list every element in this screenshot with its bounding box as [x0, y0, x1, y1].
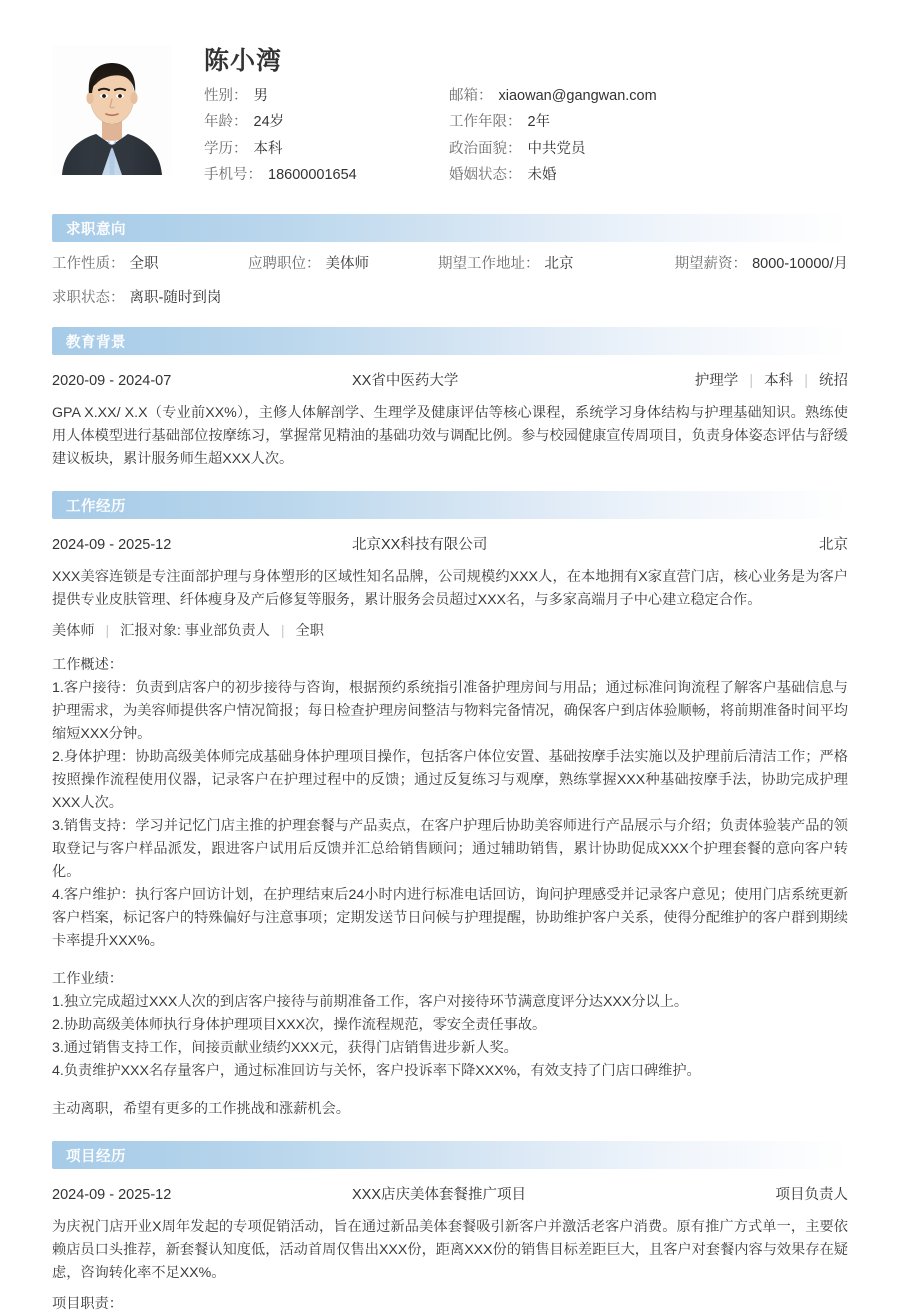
education-admission-type: 统招 [819, 373, 848, 390]
job-search-status-value: 离职-随时到岗 [129, 289, 222, 306]
expected-location [438, 256, 675, 273]
info-age [204, 114, 449, 131]
info-phone [204, 167, 449, 184]
header-info [172, 45, 848, 184]
work-date: 2024-09 - 2025-12 [52, 537, 172, 554]
info-political-status-value: 中共党员 [527, 140, 586, 157]
education-major: 护理学 [694, 373, 739, 390]
section-title-education: 教育背景 [66, 334, 126, 351]
job-intention-body [52, 256, 848, 307]
work-overview-item: 1.客户接待：负责到店客户的初步接待与咨询，根据预约系统指引准备护理房间与用品；通过标准问询流程了解客户基础信息与护理需求，为美容师提供客户情况简报；每日检查护理房间整洁与物料完备情况，确保客户到店体验顺畅，将前期准备时间平均缩短XXX分钟。 [52, 680, 848, 743]
info-age-value: 24岁 [253, 114, 285, 131]
person-name: 陈小湾 [204, 47, 283, 75]
expected-salary [675, 256, 848, 273]
project-background: 为庆祝门店开业X周年发起的专项促销活动，旨在通过新品美体套餐吸引新客户并激活老客户消费。原有推广方式单一，主要依赖店员口头推荐，新套餐认知度低，活动首周仅售出XXX份，距离XXX份的销售目标差距巨大，且客户对套餐内容与效果存在疑虑，咨询转化率不足XX%。 [52, 1219, 848, 1282]
education-entry-head [52, 369, 848, 390]
expected-salary-value: 8000-10000/月 [752, 256, 848, 273]
work-achievement-item: 3.通过销售支持工作，间接贡献业绩约XXX元，获得门店销售进步新人奖。 [52, 1040, 518, 1057]
work-overview-title: 工作概述： [52, 657, 123, 674]
info-work-years [449, 114, 848, 131]
work-role-meta [52, 620, 848, 640]
info-gender [204, 88, 449, 105]
work-achievement-title: 工作业绩： [52, 971, 123, 988]
job-intention-row-2 [52, 290, 848, 307]
info-gender-label: 性别： [204, 87, 248, 104]
work-company-intro: XXX美容连锁是专注面部护理与身体塑形的区域性知名品牌，公司规模约XXX人，在本地拥有X家直营门店，核心业务是为客户提供专业皮肤管理、纤体瘦身及产后修复等服务，累计服务会员超过XXX名，与多家高端月子中心建立稳定合作。 [52, 569, 848, 609]
resume-header [52, 0, 848, 194]
work-overview-item: 4.客户维护：执行客户回访计划，在护理结束后24小时内进行标准电话回访，询问护理感受并记录客户意见；使用门店系统更新客户档案，标记客户的特殊偏好与注意事项；定期发送节日问候与护理提醒，协助维护客户关系，使得分配维护的客户群到期续卡率提升XXX%。 [52, 887, 848, 950]
education-meta [695, 369, 848, 390]
work-company: 北京XX科技有限公司 [352, 537, 488, 554]
target-position-value: 美体师 [325, 256, 369, 273]
work-entry-head [52, 533, 848, 554]
education-description: GPA X.XX/ X.X（专业前XX%），主修人体解剖学、生理学及健康评估等核心课程，系统学习身体结构与护理基础知识。熟练使用人体模型进行基础部位按摩练习，掌握常见精油的基础功效与调配比例。参与校园健康宣传周项目，负责身体姿态评估与舒缓建议板块，累计服务师生超XXX人次。 [52, 405, 848, 468]
work-achievement-item: 4.负责维护XXX名存量客户，通过标准回访与关怀，客户投诉率下降XXX%，有效支持了门店口碑维护。 [52, 1063, 701, 1080]
expected-location-label: 期望工作地址： [438, 256, 540, 273]
info-education [204, 141, 449, 158]
target-position-label: 应聘职位： [248, 256, 321, 273]
work-achievement-item: 1.独立完成超过XXX人次的到店客户接待与前期准备工作，客户对接待环节满意度评分达XXX分以上。 [52, 994, 689, 1011]
meta-separator: | [280, 623, 285, 640]
section-title-job-intention: 求职意向 [66, 221, 126, 238]
work-overview-item: 2.身体护理：协助高级美体师完成基础身体护理项目操作，包括客户体位安置、基础按摩手法实施以及护理前后清洁工作；严格按照操作流程使用仪器，记录客户在护理过程中的反馈；通过反复练习与观摩，熟练掌握XXX种基础按摩手法，协助完成护理XXX人次。 [52, 749, 848, 812]
job-nature-label: 工作性质： [52, 256, 125, 273]
job-nature [52, 256, 248, 273]
work-leaving-note: 主动离职，希望有更多的工作挑战和涨薪机会。 [52, 1101, 350, 1118]
job-intention-row-1 [52, 256, 848, 273]
info-age-label: 年龄： [204, 114, 248, 131]
project-date: 2024-09 - 2025-12 [52, 1187, 172, 1204]
education-school: XX省中医药大学 [352, 373, 459, 390]
meta-separator: | [804, 373, 808, 390]
info-work-years-value: 2年 [527, 114, 551, 131]
info-education-label: 学历： [204, 140, 248, 157]
info-email-label: 邮箱： [449, 87, 493, 104]
section-bar-education [52, 327, 848, 355]
section-bar-work [52, 491, 848, 519]
personal-info-grid [204, 88, 848, 185]
section-title-project: 项目经历 [66, 1148, 126, 1165]
info-marital-status-value: 未婚 [527, 166, 557, 183]
education-date: 2020-09 - 2024-07 [52, 373, 172, 390]
project-role: 项目负责人 [775, 1187, 848, 1204]
job-nature-value: 全职 [129, 256, 159, 273]
work-job-type: 全职 [295, 623, 324, 640]
work-location: 北京 [819, 537, 848, 554]
meta-separator: | [105, 623, 110, 640]
profile-photo [52, 45, 172, 175]
work-overview-item: 3.销售支持：学习并记忆门店主推的护理套餐与产品卖点，在客户护理后协助美容师进行产品展示与介绍；负责体验装产品的领取登记与客户样品派发，跟进客户试用后反馈并汇总给销售顾问；通过辅助销售，累计协助促成XXX个护理套餐的意向客户转化。 [52, 818, 848, 881]
info-phone-label: 手机号： [204, 166, 262, 183]
education-degree: 本科 [764, 373, 794, 390]
target-position [248, 256, 438, 273]
work-entry [52, 533, 848, 1121]
job-search-status-label: 求职状态： [52, 289, 125, 306]
info-marital-status-label: 婚姻状态： [449, 166, 522, 183]
meta-separator: | [749, 373, 754, 390]
info-marital-status [449, 167, 848, 184]
project-duty-title: 项目职责： [52, 1296, 123, 1313]
project-entry [52, 1183, 848, 1316]
section-title-work: 工作经历 [66, 498, 126, 515]
info-political-status-label: 政治面貌： [449, 140, 522, 157]
section-bar-project [52, 1141, 848, 1169]
info-email [449, 88, 848, 105]
project-entry-head [52, 1183, 848, 1204]
section-bar-job-intention [52, 214, 848, 242]
work-report-to: 汇报对象: 事业部负责人 [120, 623, 270, 640]
info-phone-value: 18600001654 [268, 166, 357, 183]
job-search-status [52, 290, 248, 307]
spacer [52, 953, 848, 968]
info-political-status [449, 141, 848, 158]
spacer [52, 1083, 848, 1098]
info-gender-value: 男 [253, 87, 268, 104]
education-entry [52, 369, 848, 471]
expected-location-value: 北京 [544, 256, 574, 273]
info-education-value: 本科 [253, 140, 283, 157]
info-work-years-label: 工作年限： [449, 114, 522, 131]
expected-salary-label: 期望薪资： [674, 256, 748, 273]
project-name: XXX店庆美体套餐推广项目 [352, 1187, 527, 1204]
work-achievement-item: 2.协助高级美体师执行身体护理项目XXX次，操作流程规范，零安全责任事故。 [52, 1017, 547, 1034]
profile-photo-frame [52, 45, 172, 175]
work-role-title: 美体师 [52, 623, 95, 640]
info-email-value: xiaowan@gangwan.com [498, 87, 657, 104]
